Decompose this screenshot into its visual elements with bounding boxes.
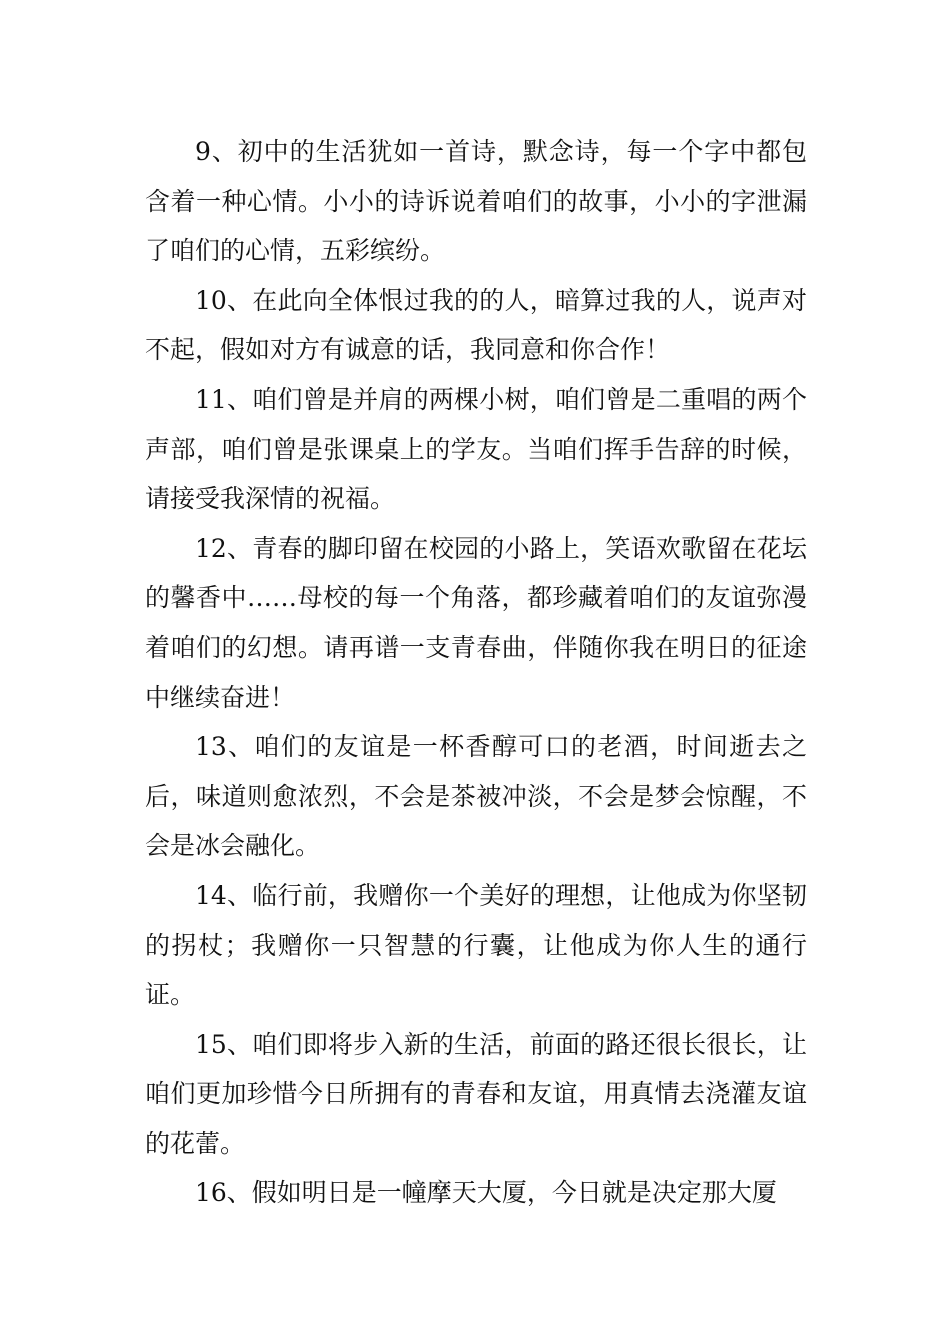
paragraph-13: 13、咱们的友谊是一杯香醇可口的老酒，时间逝去之后，味道则愈浓烈，不会是茶被冲淡，不会是梦会惊醒，不会是冰会融化。 — [145, 732, 807, 861]
paragraph-16: 16、假如明日是一幢摩天大厦，今日就是决定那大厦 — [195, 1178, 777, 1208]
paragraph-12: 12、青春的脚印留在校园的小路上，笑语欢歌留在花坛的馨香中……母校的每一个角落，都珍藏着咱们的友谊弥漫着咱们的幻想。请再谱一支青春曲，伴随你我在明日的征途中继续奋进！ — [145, 533, 807, 712]
paragraph-14: 14、临行前，我赠你一个美好的理想，让他成为你坚韧的拐杖；我赠你一只智慧的行囊，让他成为你人生的通行证。 — [145, 880, 807, 1010]
paragraph-15: 15、咱们即将步入新的生活，前面的路还很长很长，让咱们更加珍惜今日所拥有的青春和友谊，用真情去浇灌友谊的花蕾。 — [145, 1029, 807, 1158]
paragraph-9: 9、初中的生活犹如一首诗，默念诗，每一个字中都包含着一种心情。小小的诗诉说着咱们的故事，小小的字泄漏了咱们的心情，五彩缤纷。 — [145, 137, 807, 266]
paragraph-10: 10、在此向全体恨过我的的人，暗算过我的人，说声对不起，假如对方有诚意的话，我同意和你合作！ — [145, 285, 807, 365]
paragraph-11: 11、咱们曾是并肩的两棵小树，咱们曾是二重唱的两个声部，咱们曾是张课桌上的学友。当咱们挥手告辞的时候，请接受我深情的祝福。 — [145, 384, 807, 514]
document-body — [145, 127, 807, 1218]
